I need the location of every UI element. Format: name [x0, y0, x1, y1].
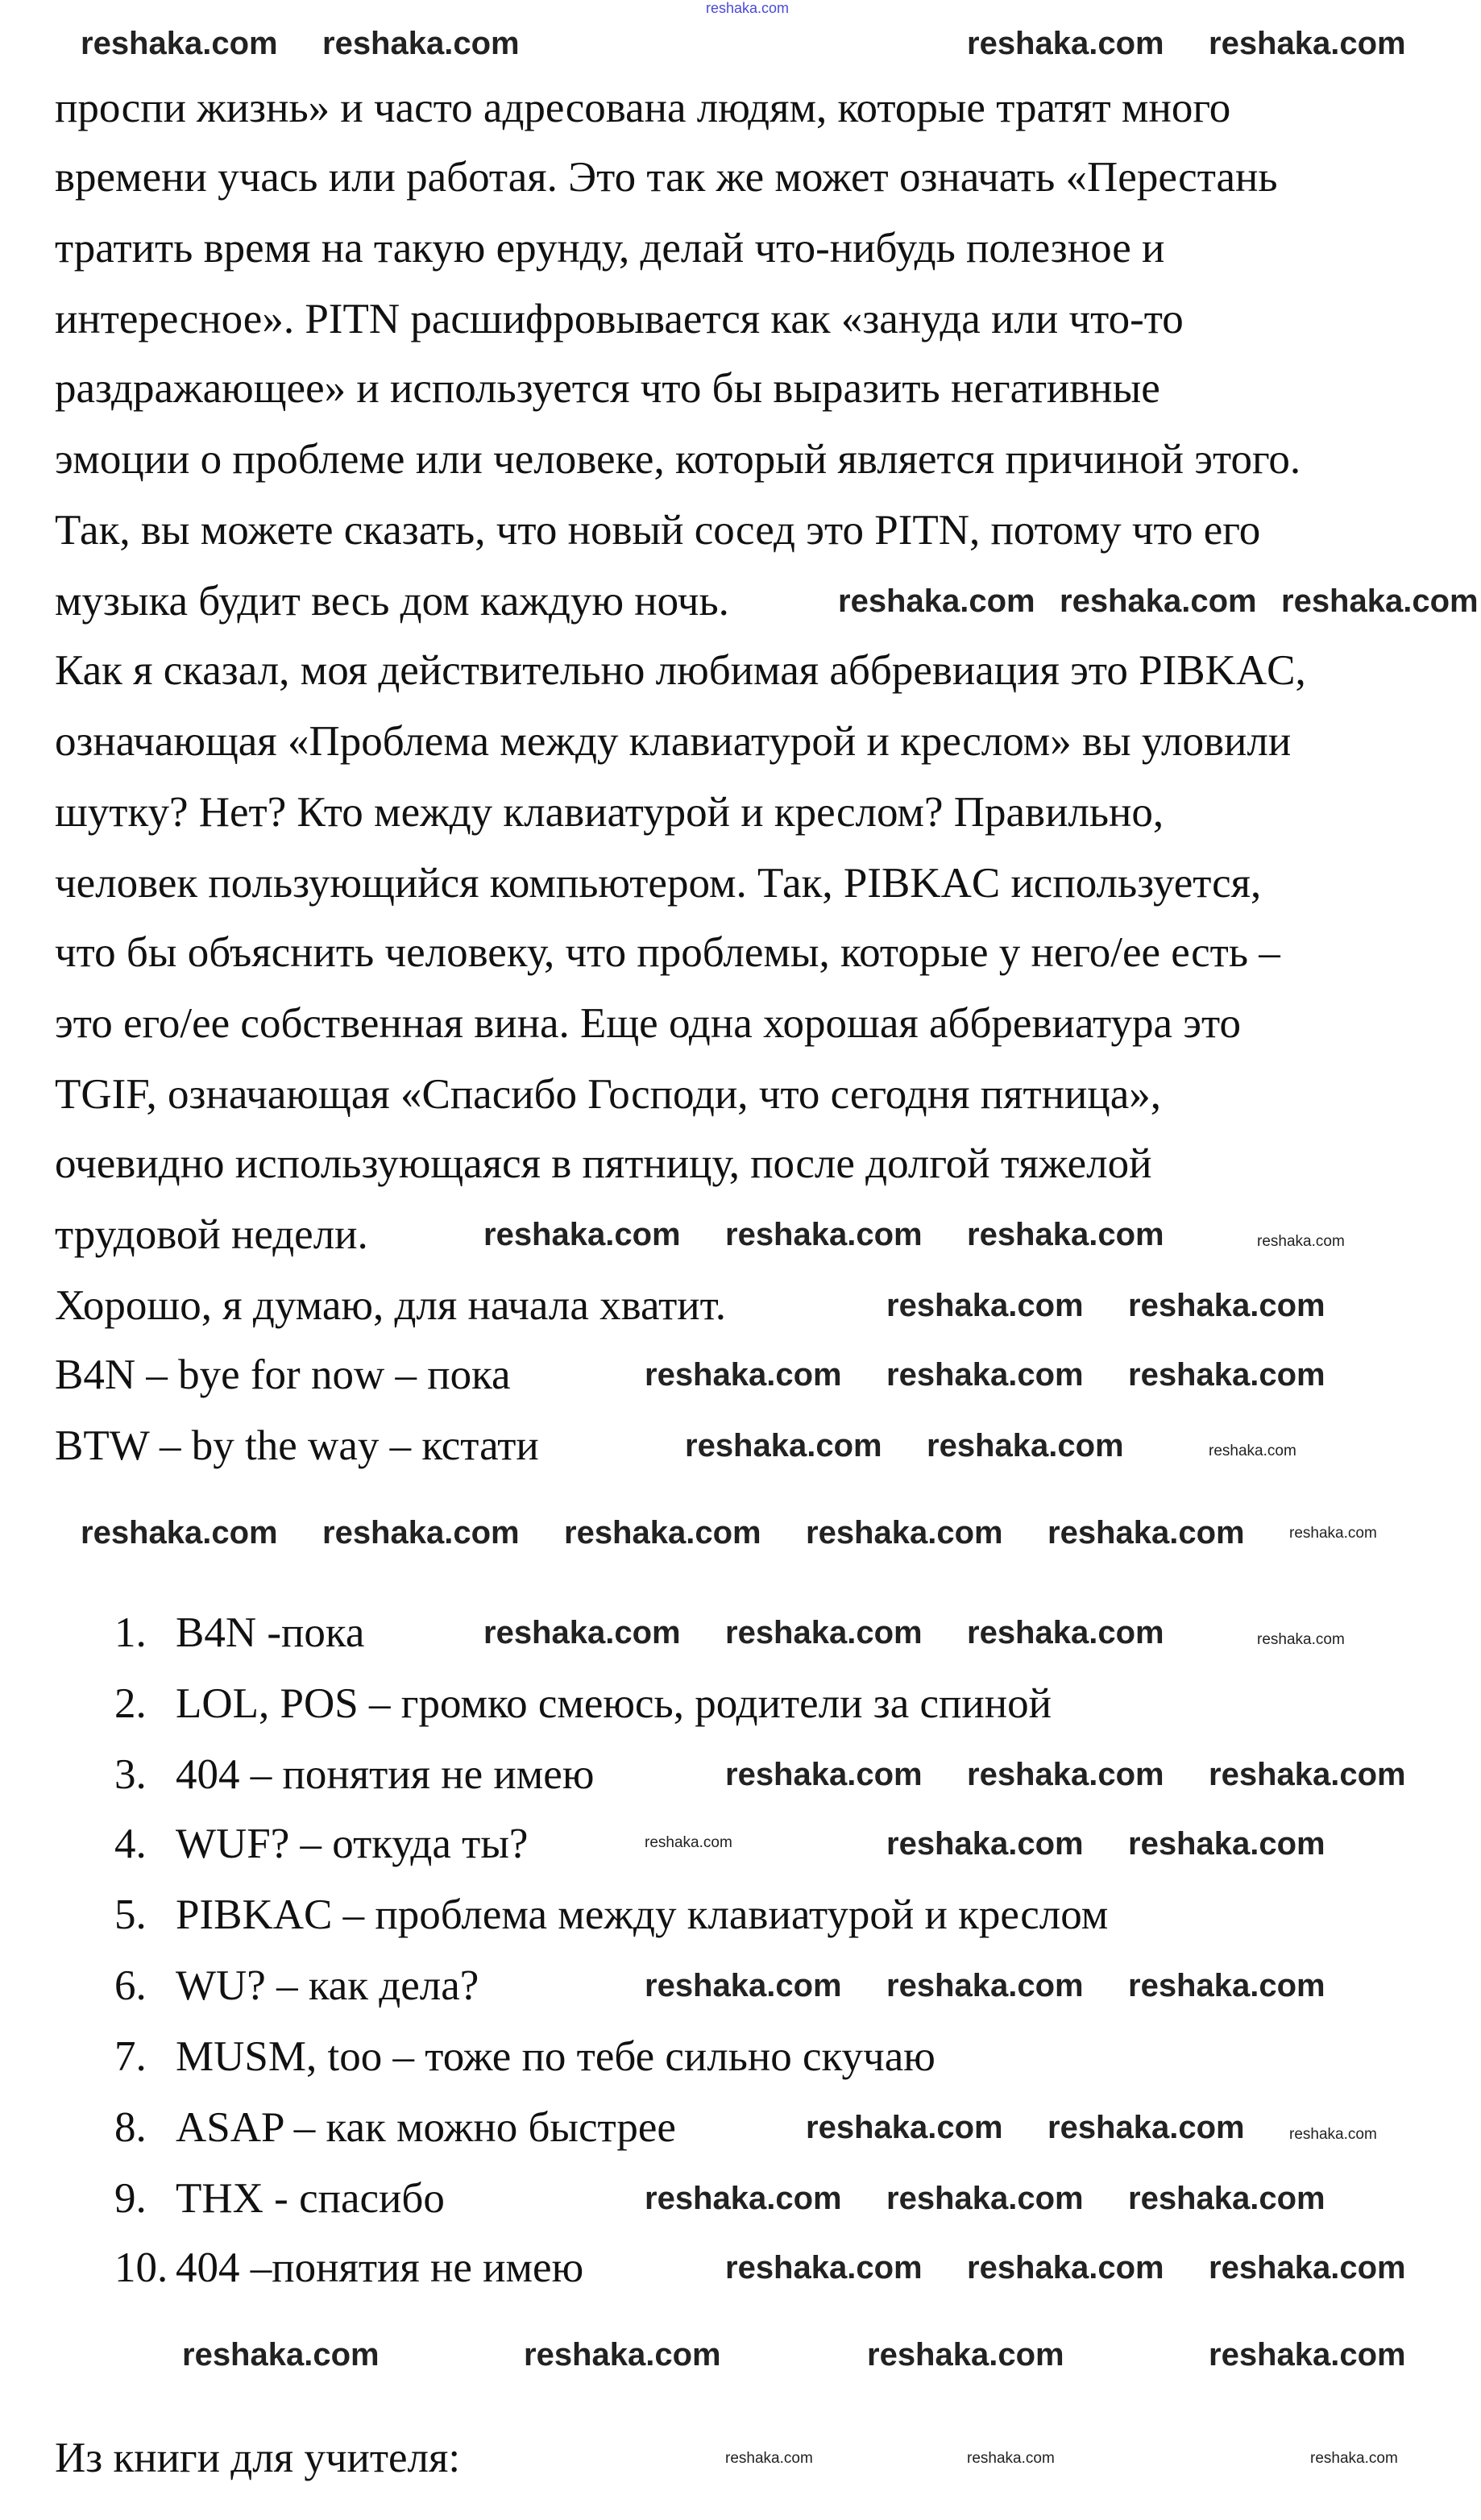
answer-item — [114, 2242, 583, 2294]
answer-number: 7. — [114, 2033, 147, 2080]
watermark: reshaka.com — [1128, 1357, 1325, 1393]
watermark: reshaka.com — [1289, 1525, 1377, 1542]
watermark: reshaka.com — [967, 2250, 1164, 2285]
watermark: reshaka.com — [1310, 2450, 1398, 2467]
watermark: reshaka.com — [483, 1615, 681, 1650]
text-line: эмоции о проблеме или человеке, который является причиной этого. — [55, 436, 1301, 483]
watermark: reshaka.com — [967, 26, 1164, 61]
watermark: reshaka.com — [564, 1515, 761, 1551]
watermark: reshaka.com — [1257, 1233, 1345, 1250]
answer-item — [114, 1889, 1108, 1941]
watermark: reshaka.com — [725, 2250, 923, 2285]
answer-text: WU? – как дела? — [176, 1962, 479, 2009]
watermark: reshaka.com — [886, 1357, 1084, 1393]
watermark: reshaka.com — [886, 1288, 1084, 1323]
answer-item — [114, 2031, 935, 2082]
answer-number: 9. — [114, 2175, 147, 2222]
answer-item — [114, 1607, 364, 1659]
watermark: reshaka.com — [967, 2450, 1055, 2467]
watermark: reshaka.com — [645, 1357, 842, 1393]
watermark: reshaka.com — [1047, 1515, 1245, 1551]
watermark: reshaka.com — [725, 1757, 923, 1792]
watermark: reshaka.com — [524, 2337, 721, 2373]
watermark: reshaka.com — [1128, 1968, 1325, 2003]
watermark: reshaka.com — [1128, 2181, 1325, 2216]
watermark: reshaka.com — [1209, 1757, 1406, 1792]
answer-text: WUF? – откуда ты? — [176, 1820, 529, 1867]
text-line: проспи жизнь» и часто адресована людям, которые тратят много — [55, 85, 1231, 131]
answer-number: 3. — [114, 1751, 147, 1798]
text-line: что бы объяснить человеку, что проблемы, которые у него/ее есть – — [55, 929, 1280, 976]
watermark-top: reshaka.com — [706, 0, 790, 16]
answer-number: 1. — [114, 1609, 147, 1656]
watermark: reshaka.com — [685, 1428, 882, 1463]
watermark: reshaka.com — [838, 583, 1035, 619]
text-line: означающая «Проблема между клавиатурой и креслом» вы уловили — [55, 718, 1292, 765]
answer-item — [114, 1749, 594, 1800]
watermark: reshaka.com — [1209, 26, 1406, 61]
watermark: reshaka.com — [886, 1968, 1084, 2003]
answer-text: THX - спасибо — [176, 2175, 445, 2222]
watermark: reshaka.com — [725, 1615, 923, 1650]
watermark: reshaka.com — [1128, 1826, 1325, 1862]
answer-text: 404 –понятия не имею — [176, 2244, 584, 2291]
closing-line: Хорошо, я думаю, для начала хватит. — [55, 1282, 727, 1329]
watermark: reshaka.com — [1047, 2110, 1245, 2145]
watermark: reshaka.com — [1209, 2250, 1406, 2285]
watermark: reshaka.com — [967, 1217, 1164, 1252]
answer-text: ASAP – как можно быстрее — [176, 2104, 676, 2151]
text-line: очевидно использующаяся в пятницу, после долгой тяжелой — [55, 1140, 1152, 1187]
answer-item — [114, 1960, 479, 2011]
answer-number: 8. — [114, 2104, 147, 2151]
answer-number: 10. — [114, 2244, 168, 2291]
watermark: reshaka.com — [806, 1515, 1003, 1551]
text-line: это его/ее собственная вина. Еще одна хорошая аббревиатура это — [55, 1000, 1241, 1047]
answer-item — [114, 2102, 676, 2153]
answer-item — [114, 1678, 1052, 1729]
watermark: reshaka.com — [1209, 1443, 1296, 1459]
watermark: reshaka.com — [967, 1757, 1164, 1792]
watermark: reshaka.com — [322, 26, 520, 61]
watermark: reshaka.com — [1209, 2337, 1406, 2373]
watermark: reshaka.com — [1289, 2126, 1377, 2143]
watermark: reshaka.com — [645, 1834, 732, 1851]
text-line: Так, вы можете сказать, что новый сосед это PITN, потому что его — [55, 507, 1261, 554]
answer-text: LOL, POS – громко смеюсь, родители за спиной — [176, 1680, 1052, 1727]
watermark: reshaka.com — [1060, 583, 1257, 619]
text-line: музыка будит весь дом каждую ночь. — [55, 578, 729, 625]
answer-number: 5. — [114, 1891, 147, 1938]
answer-number: 4. — [114, 1820, 147, 1867]
text-line: трудовой недели. — [55, 1211, 368, 1258]
text-line: TGIF, означающая «Спасибо Господи, что сегодня пятница», — [55, 1071, 1161, 1118]
text-line: человек пользующийся компьютером. Так, PIBKAC используется, — [55, 860, 1262, 907]
answer-text: MUSM, too – тоже по тебе сильно скучаю — [176, 2033, 935, 2080]
watermark: reshaka.com — [886, 1826, 1084, 1862]
answer-item — [114, 1818, 528, 1870]
watermark: reshaka.com — [645, 1968, 842, 2003]
watermark: reshaka.com — [806, 2110, 1003, 2145]
watermark: reshaka.com — [967, 1615, 1164, 1650]
text-line: тратить время на такую ерунду, делай что-нибудь полезное и — [55, 225, 1165, 272]
glossary-item: B4N – bye for now – пока — [55, 1351, 511, 1398]
answer-text: PIBKAC – проблема между клавиатурой и креслом — [176, 1891, 1109, 1938]
answer-item — [114, 2173, 445, 2224]
glossary-item: BTW – by the way – кстати — [55, 1422, 539, 1469]
watermark: reshaka.com — [725, 1217, 923, 1252]
footer-line: Из книги для учителя: — [55, 2435, 461, 2481]
text-line: Как я сказал, моя действительно любимая аббревиация это PIBKAC, — [55, 647, 1306, 694]
watermark: reshaka.com — [1281, 583, 1479, 619]
watermark: reshaka.com — [927, 1428, 1124, 1463]
watermark: reshaka.com — [182, 2337, 380, 2373]
watermark: reshaka.com — [1128, 1288, 1325, 1323]
watermark: reshaka.com — [81, 26, 278, 61]
watermark: reshaka.com — [725, 2450, 813, 2467]
watermark: reshaka.com — [645, 2181, 842, 2216]
watermark: reshaka.com — [1257, 1631, 1345, 1648]
watermark: reshaka.com — [81, 1515, 278, 1551]
text-line: времени учась или работая. Это так же может означать «Перестань — [55, 154, 1278, 201]
watermark: reshaka.com — [483, 1217, 681, 1252]
watermark: reshaka.com — [322, 1515, 520, 1551]
answer-number: 6. — [114, 1962, 147, 2009]
answer-text: 404 – понятия не имею — [176, 1751, 595, 1798]
answer-number: 2. — [114, 1680, 147, 1727]
text-line: интересное». PITN расшифровывается как «зануда или что-то — [55, 296, 1184, 343]
answer-text: B4N -пока — [176, 1609, 365, 1656]
watermark: reshaka.com — [886, 2181, 1084, 2216]
text-line: шутку? Нет? Кто между клавиатурой и креслом? Правильно, — [55, 789, 1164, 836]
watermark: reshaka.com — [867, 2337, 1064, 2373]
text-line: раздражающее» и используется что бы выразить негативные — [55, 365, 1160, 412]
